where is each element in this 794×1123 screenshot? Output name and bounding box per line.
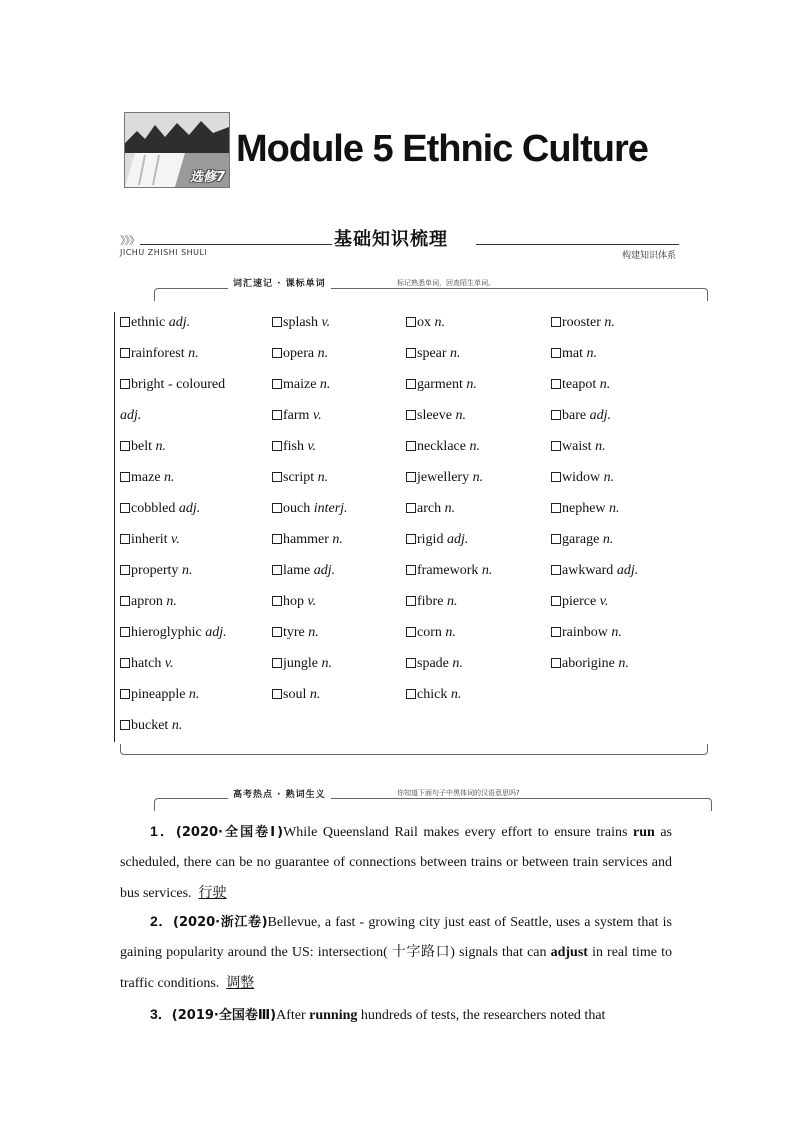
vocab-word: apron	[131, 594, 163, 609]
checkbox-icon[interactable]	[272, 348, 282, 358]
checkbox-icon[interactable]	[272, 317, 282, 327]
vocab-item	[551, 315, 615, 331]
vocab-pos: adj.	[205, 625, 227, 640]
vocab-pos: n.	[602, 532, 614, 547]
vocab-pos: adj.	[178, 501, 201, 516]
vocab-pos: interj.	[313, 501, 348, 516]
vocab-left-bar	[114, 312, 115, 742]
checkbox-icon[interactable]	[406, 534, 416, 544]
checkbox-icon[interactable]	[120, 720, 130, 730]
vocab-box-bottom	[120, 744, 708, 755]
vocab-word: maze	[131, 470, 161, 485]
checkbox-icon[interactable]	[406, 565, 416, 575]
item-number: 2．	[150, 913, 174, 929]
vocab-word: hop	[283, 594, 304, 609]
vocab-item-cont	[120, 408, 141, 424]
vocab-pos: adj.	[313, 563, 336, 578]
item-source: (2019·全国卷Ⅲ)	[171, 1008, 277, 1023]
vocab-pos: n.	[445, 625, 456, 640]
vocab-item	[120, 377, 229, 393]
vocab-pos: adj.	[589, 408, 611, 423]
vocab-word: inherit	[131, 532, 168, 547]
checkbox-icon[interactable]	[551, 596, 561, 606]
vocab-item	[406, 625, 456, 641]
vocab-pos: n.	[466, 377, 477, 392]
vocab-item	[272, 439, 316, 455]
vocab-item	[120, 501, 200, 517]
vocab-item	[120, 594, 177, 610]
item-source: (2020·浙江卷)	[173, 915, 268, 930]
vocab-word: splash	[283, 315, 318, 330]
vocab-word: framework	[417, 563, 479, 578]
checkbox-icon[interactable]	[120, 348, 130, 358]
item-number: 3．	[150, 1006, 172, 1022]
vocab-item	[120, 439, 166, 455]
checkbox-icon[interactable]	[551, 410, 561, 420]
vocab-word: rainforest	[131, 346, 185, 361]
vocab-word: awkward	[562, 563, 614, 578]
vocab-pos: v.	[321, 315, 331, 330]
vocab-word: belt	[131, 439, 152, 454]
vocab-pos: n.	[308, 625, 319, 640]
checkbox-icon[interactable]	[272, 441, 282, 451]
item-answer: 调整	[226, 975, 255, 991]
vocab-pos: v.	[164, 656, 174, 671]
vocab-pos: n.	[455, 408, 466, 423]
vocab-word: mat	[562, 346, 583, 361]
vocab-pos: n.	[332, 532, 343, 547]
vocab-item	[120, 656, 174, 672]
vocab-word: pierce	[562, 594, 597, 609]
checkbox-icon[interactable]	[120, 658, 130, 668]
vocab-pos: n.	[603, 470, 615, 485]
item-text: While Queensland Rail makes every effort to ensure trains	[283, 825, 633, 840]
vocab-pos: n.	[586, 346, 597, 361]
vocab-item	[406, 594, 457, 610]
vocab-pos: n.	[595, 439, 606, 454]
checkbox-icon[interactable]	[272, 379, 282, 389]
vocab-pos: n.	[188, 346, 199, 361]
vocab-item	[551, 594, 608, 610]
vocab-item	[120, 532, 180, 548]
section-arrows: 》》》	[120, 234, 139, 247]
checkbox-icon[interactable]	[551, 503, 561, 513]
vocab-item	[551, 408, 611, 424]
vocab-item	[551, 439, 606, 455]
vocab-pos: n.	[604, 315, 615, 330]
vocab-word: lame	[283, 563, 311, 578]
vocab-item	[406, 656, 463, 672]
item-source: (2020·全国卷Ⅰ)	[175, 825, 284, 840]
vocab-pos: adj.	[168, 315, 191, 330]
checkbox-icon[interactable]	[551, 565, 561, 575]
checkbox-icon[interactable]	[120, 565, 130, 575]
vocab-word: ethnic	[131, 315, 166, 330]
vocab-pos: v.	[171, 532, 180, 547]
checkbox-icon[interactable]	[120, 689, 130, 699]
vocab-pos: adj.	[120, 408, 142, 423]
vocab-word: garment	[417, 377, 463, 392]
vocab-pos: n.	[309, 687, 321, 702]
checkbox-icon[interactable]	[272, 503, 282, 513]
vocab-box-hint: 标记熟悉单词，回查陌生单词。	[394, 278, 498, 288]
vocab-word: spear	[417, 346, 447, 361]
vocab-word: teapot	[562, 377, 597, 392]
vocab-pos: n.	[171, 718, 183, 733]
vocab-word: bucket	[131, 718, 169, 733]
checkbox-icon[interactable]	[120, 596, 130, 606]
vocab-item	[272, 563, 335, 579]
item-keyword: adjust	[550, 945, 588, 960]
vocab-pos: v.	[599, 594, 609, 609]
checkbox-icon[interactable]	[406, 503, 416, 513]
vocab-pos: n.	[319, 377, 331, 392]
vocab-pos: n.	[181, 563, 193, 578]
vocab-item	[120, 687, 199, 703]
vocab-word: hieroglyphic	[131, 625, 202, 640]
item-answer: 行驶	[198, 885, 227, 901]
vocab-pos: n.	[446, 594, 458, 609]
vocab-word: tyre	[283, 625, 305, 640]
checkbox-icon[interactable]	[120, 472, 130, 482]
vocab-word: property	[131, 563, 179, 578]
vocab-item	[406, 470, 483, 486]
vocab-item	[120, 563, 192, 579]
vocab-item	[551, 625, 622, 641]
checkbox-icon[interactable]	[120, 441, 130, 451]
vocab-word: pineapple	[131, 687, 186, 702]
checkbox-icon[interactable]	[272, 689, 282, 699]
checkbox-icon[interactable]	[551, 627, 561, 637]
vocab-pos: n.	[611, 625, 622, 640]
vocab-item	[120, 625, 227, 641]
vocab-pos: n.	[166, 594, 177, 609]
vocab-pos: adj.	[616, 563, 639, 578]
checkbox-icon[interactable]	[406, 689, 416, 699]
vocab-word: hatch	[131, 656, 162, 671]
vocab-word: fibre	[417, 594, 444, 609]
vocab-word: ouch	[283, 501, 311, 516]
checkbox-icon[interactable]	[551, 534, 561, 544]
section-subtitle: 构建知识体系	[621, 251, 676, 261]
vocab-item	[406, 687, 461, 703]
vocab-pos: n.	[481, 563, 493, 578]
vocab-item	[551, 532, 613, 548]
vocab-item	[120, 718, 182, 734]
vocab-word: corn	[417, 625, 442, 640]
vocab-item	[406, 501, 455, 517]
checkbox-icon[interactable]	[551, 348, 561, 358]
vocab-word: cobbled	[131, 501, 176, 516]
vocab-word: arch	[417, 501, 442, 516]
vocab-word: fish	[283, 439, 304, 454]
checkbox-icon[interactable]	[406, 627, 416, 637]
item-number: 1．	[150, 823, 176, 839]
vocab-pos: n.	[317, 470, 329, 485]
vocab-pos: n.	[609, 501, 620, 516]
vocab-item	[272, 625, 319, 641]
vocab-item	[551, 377, 610, 393]
checkbox-icon[interactable]	[551, 658, 561, 668]
vocab-pos: adj.	[446, 532, 469, 547]
checkbox-icon[interactable]	[272, 410, 282, 420]
vocab-item	[551, 346, 597, 362]
vocab-pos: n.	[444, 501, 456, 516]
vocab-item	[406, 439, 480, 455]
vocab-pos: n.	[469, 439, 480, 454]
vocab-word: garage	[562, 532, 600, 547]
checkbox-icon[interactable]	[406, 596, 416, 606]
checkbox-icon[interactable]	[406, 348, 416, 358]
vocab-pos: n.	[155, 439, 166, 454]
vocab-item	[272, 408, 322, 424]
checkbox-icon[interactable]	[406, 658, 416, 668]
vocab-word: sleeve	[417, 408, 452, 423]
module-badge	[124, 112, 230, 188]
vocab-item	[406, 532, 468, 548]
vocab-item	[272, 656, 332, 672]
vocab-item	[272, 594, 316, 610]
checkbox-icon[interactable]	[120, 317, 130, 327]
checkbox-icon[interactable]	[272, 596, 282, 606]
item-keyword: run	[632, 825, 655, 840]
vocab-pos: n.	[599, 377, 611, 392]
item-text: as scheduled, there can be no guarantee of connections between trains or between train services and bus services.	[120, 825, 673, 901]
checkbox-icon[interactable]	[551, 441, 561, 451]
checkbox-icon[interactable]	[406, 379, 416, 389]
vocab-pos: n.	[450, 687, 462, 702]
checkbox-icon[interactable]	[406, 410, 416, 420]
vocab-word: script	[283, 470, 315, 485]
vocab-word: aborigine	[562, 656, 615, 671]
checkbox-icon[interactable]	[120, 627, 130, 637]
vocab-word: spade	[417, 656, 449, 671]
vocab-box-top	[154, 288, 708, 301]
vocab-pos: n.	[452, 656, 463, 671]
vocab-word: waist	[562, 439, 592, 454]
vocab-word: farm	[283, 408, 310, 423]
vocab-pos: n.	[618, 656, 629, 671]
vocab-pos: n.	[188, 687, 200, 702]
vocab-item	[406, 346, 461, 362]
divider	[476, 244, 679, 245]
vocab-pos: n.	[321, 656, 332, 671]
vocab-pos: n.	[472, 470, 484, 485]
vocab-item	[120, 315, 190, 331]
vocab-item	[551, 563, 638, 579]
page-title: Module 5 Ethnic Culture	[236, 128, 648, 170]
vocab-pos: n.	[450, 346, 461, 361]
vocab-item	[406, 315, 445, 331]
vocab-word: soul	[283, 687, 307, 702]
checkbox-icon[interactable]	[120, 503, 130, 513]
vocab-item	[120, 346, 199, 362]
vocab-item	[272, 501, 348, 517]
item-keyword: running	[309, 1008, 358, 1023]
vocab-item	[406, 377, 477, 393]
vocab-word: necklace	[417, 439, 466, 454]
vocab-pos: n.	[164, 470, 175, 485]
exercise-item-2	[120, 906, 672, 999]
checkbox-icon[interactable]	[406, 472, 416, 482]
vocab-word: maize	[283, 377, 317, 392]
vocab-item	[272, 377, 330, 393]
vocab-item	[272, 687, 320, 703]
vocab-pos: v.	[312, 408, 322, 423]
vocab-word: rainbow	[562, 625, 608, 640]
divider	[140, 244, 332, 245]
checkbox-icon[interactable]	[272, 627, 282, 637]
vocab-word: opera	[283, 346, 315, 361]
vocab-word: ox	[417, 315, 431, 330]
item-text: Bellevue, a fast - growing city just east of Seattle, uses a system that is gaining popularity around the US: intersection( 十字路口) signals that can	[120, 915, 672, 960]
section-pinyin: JICHU ZHISHI SHULI	[120, 248, 208, 257]
checkbox-icon[interactable]	[551, 379, 561, 389]
vocab-word: chick	[417, 687, 448, 702]
vocab-word: jungle	[283, 656, 318, 671]
vocab-item	[551, 501, 620, 517]
vocab-word: widow	[562, 470, 601, 485]
vocab-item	[272, 346, 328, 362]
vocab-pos: v.	[307, 439, 317, 454]
vocab-item	[551, 470, 614, 486]
exercise-item-1	[120, 816, 672, 909]
vocab-item	[272, 532, 343, 548]
vocab-word: rigid	[417, 532, 444, 547]
exercise-item-3	[120, 999, 672, 1029]
checkbox-icon[interactable]	[406, 317, 416, 327]
item-text: hundreds of tests, the researchers noted that	[357, 1008, 606, 1023]
checkbox-icon[interactable]	[551, 472, 561, 482]
badge-label: 选修7	[189, 170, 225, 185]
vocab-pos: v.	[307, 594, 317, 609]
vocab-pos: n.	[434, 315, 445, 330]
checkbox-icon[interactable]	[272, 472, 282, 482]
checkbox-icon[interactable]	[120, 534, 130, 544]
vocab-item	[551, 656, 629, 672]
vocab-word: bare	[562, 408, 587, 423]
checkbox-icon[interactable]	[272, 565, 282, 575]
checkbox-icon[interactable]	[120, 379, 130, 389]
vocab-pos: n.	[317, 346, 329, 361]
section-title: 基础知识梳理	[334, 229, 448, 250]
vocab-word: bright - coloured	[131, 377, 226, 392]
checkbox-icon[interactable]	[551, 317, 561, 327]
vocab-word: jewellery	[417, 470, 470, 485]
vocab-item	[272, 315, 330, 331]
vocab-box-label: 词汇速记 · 课标单词	[228, 276, 331, 289]
item-text: After	[276, 1008, 310, 1023]
vocab-item	[272, 470, 328, 486]
vocab-word: nephew	[562, 501, 606, 516]
vocab-word: rooster	[562, 315, 601, 330]
checkbox-icon[interactable]	[406, 441, 416, 451]
checkbox-icon[interactable]	[272, 658, 282, 668]
vocab-item	[406, 408, 466, 424]
vocab-word: hammer	[283, 532, 329, 547]
gaokao-box-hint: 你知道下面句子中黑体词的汉语意思吗?	[394, 788, 523, 798]
item-text: in real time to traffic conditions.	[120, 945, 672, 991]
vocab-item	[406, 563, 492, 579]
gaokao-box-label: 高考热点 · 熟词生义	[228, 787, 331, 800]
checkbox-icon[interactable]	[272, 534, 282, 544]
vocab-item	[120, 470, 175, 486]
